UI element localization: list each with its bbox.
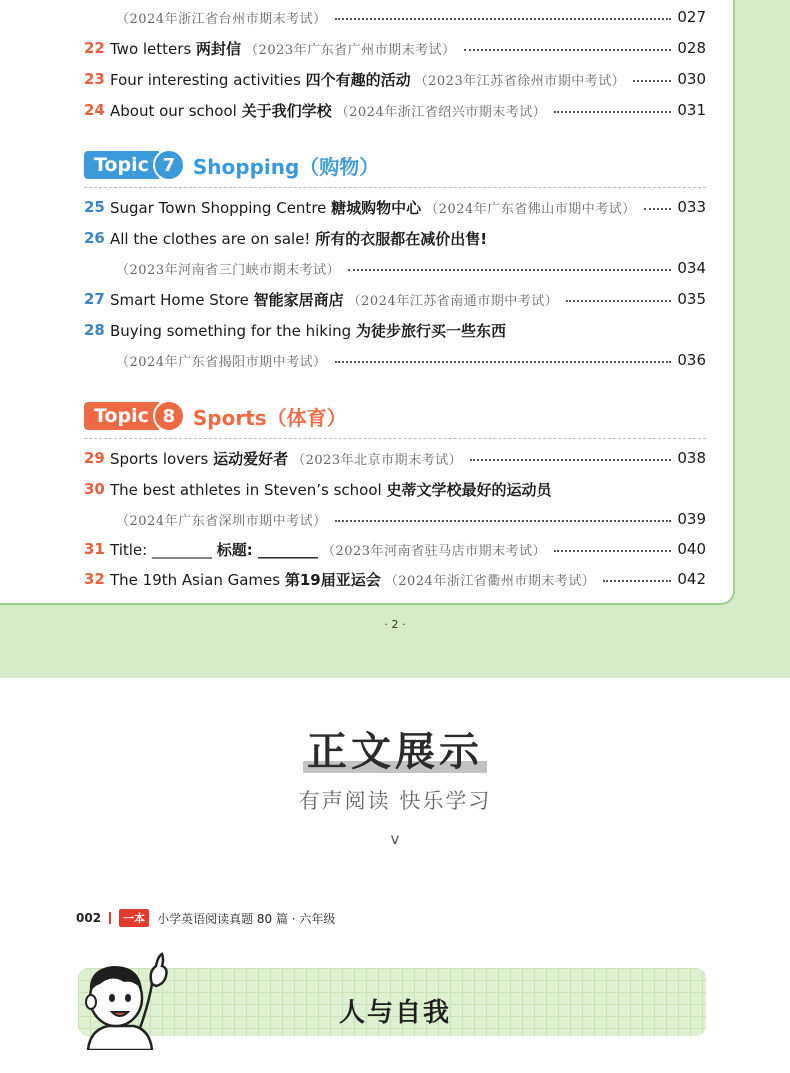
- toc-entry-continuation[interactable]: [112, 4, 706, 30]
- toc-entry-29[interactable]: [84, 445, 706, 471]
- toc-entry-23[interactable]: [84, 66, 706, 92]
- entry-number: 31: [84, 540, 105, 558]
- entry-page: 040: [677, 540, 706, 558]
- entry-page: 039: [677, 510, 706, 528]
- entry-number: 29: [84, 449, 105, 467]
- entry-title: Four interesting activities 四个有趣的活动: [110, 70, 411, 89]
- toc-entry-26[interactable]: [84, 225, 706, 251]
- section-title: 人与自我: [338, 998, 451, 1028]
- entry-title: Sugar Town Shopping Centre 糖城购物中心: [110, 198, 422, 217]
- publisher-logo: 一本: [119, 909, 149, 927]
- toc-entry-31[interactable]: [84, 536, 706, 562]
- topic-7-heading: [84, 148, 379, 182]
- toc-entry-28[interactable]: [84, 317, 706, 343]
- topic-label: Topic: [84, 402, 159, 430]
- entry-title: The best athletes in Steven’s school 史蒂文学校最好的运动员: [110, 480, 552, 499]
- page-number: · 2 ·: [384, 618, 406, 631]
- toc-entry-22[interactable]: [84, 35, 706, 61]
- leader-dots: [348, 269, 671, 271]
- leader-dots: [464, 49, 672, 51]
- showcase-title: 正文展示: [0, 720, 790, 777]
- topic-8-heading: [84, 399, 347, 433]
- entry-number: 23: [84, 70, 105, 88]
- entry-page: 027: [677, 8, 706, 26]
- entry-page: 030: [677, 70, 706, 88]
- topic-name: Shopping（购物）: [192, 154, 380, 179]
- entry-source: （2024年广东省揭阳市期中考试）: [116, 354, 327, 370]
- entry-source: （2023年北京市期末考试）: [292, 452, 463, 468]
- entry-source: （2024年浙江省绍兴市期末考试）: [335, 104, 547, 120]
- toc-entry-26-continuation[interactable]: [112, 255, 706, 281]
- showcase-subtitle: 有声阅读 快乐学习: [298, 789, 492, 813]
- toc-entry-27[interactable]: [84, 286, 706, 312]
- topic-divider: [84, 187, 706, 188]
- entry-source: （2023年河南省三门峡市期末考试）: [116, 262, 341, 278]
- entry-title: Two letters 两封信: [110, 39, 242, 58]
- entry-page: 036: [677, 351, 706, 369]
- entry-title: About our school 关于我们学校: [110, 101, 332, 120]
- entry-number: 27: [84, 290, 105, 308]
- entry-page: 038: [677, 449, 706, 467]
- entry-source: （2023年河南省驻马店市期末考试）: [321, 543, 547, 559]
- leader-dots: [335, 520, 672, 522]
- toc-entry-30-continuation[interactable]: [112, 506, 706, 532]
- entry-source: （2024年广东省佛山市期中考试）: [425, 201, 636, 217]
- entry-title: Title: ________ 标题: ________: [110, 540, 318, 559]
- leader-dots: [335, 18, 672, 20]
- leader-dots: [633, 80, 671, 82]
- entry-number: 24: [84, 101, 105, 119]
- topic-divider: [84, 438, 706, 439]
- entry-page: 033: [677, 198, 706, 216]
- entry-number: 32: [84, 570, 105, 588]
- toc-entry-30[interactable]: [84, 476, 706, 502]
- entry-page: 042: [677, 570, 706, 588]
- entry-source: （2024年江苏省南通市期中考试）: [347, 293, 559, 309]
- entry-page: 034: [677, 259, 706, 277]
- entry-page: 035: [677, 290, 706, 308]
- leader-dots: [603, 580, 671, 582]
- toc-entry-24[interactable]: [84, 97, 706, 123]
- entry-number: 25: [84, 198, 105, 216]
- leader-dots: [566, 300, 671, 302]
- entry-title: All the clothes are on sale! 所有的衣服都在减价出售!: [110, 229, 488, 248]
- entry-title: Buying something for the hiking 为徒步旅行买一些东西: [110, 321, 506, 340]
- book-page-header: [76, 908, 335, 928]
- entry-page: 028: [677, 39, 706, 57]
- cartoon-boy-icon: [78, 946, 174, 1050]
- book-page-number: 002: [76, 911, 102, 925]
- entry-source: （2023年广东省广州市期末考试）: [245, 42, 456, 58]
- leader-dots: [554, 111, 671, 113]
- leader-dots: [554, 550, 671, 552]
- entry-number: 22: [84, 39, 105, 57]
- entry-source: （2024年广东省深圳市期中考试）: [116, 513, 327, 529]
- header-divider: [109, 912, 111, 924]
- entry-title: Smart Home Store 智能家居商店: [110, 290, 344, 309]
- topic-label: Topic: [84, 151, 159, 179]
- topic-number: 7: [153, 149, 185, 181]
- entry-number: 28: [84, 321, 105, 339]
- toc-entry-28-continuation[interactable]: [112, 347, 706, 373]
- toc-entry-25[interactable]: [84, 194, 706, 220]
- chevron-down-icon: v: [390, 830, 400, 848]
- entry-number: 26: [84, 229, 105, 247]
- toc-entry-32[interactable]: [84, 566, 706, 592]
- leader-dots: [470, 459, 671, 461]
- entry-source: （2024年浙江省衢州市期末考试）: [384, 573, 596, 589]
- topic-name: Sports（体育）: [192, 405, 347, 430]
- entry-title: The 19th Asian Games 第19届亚运会: [110, 570, 381, 589]
- topic-number: 8: [153, 400, 185, 432]
- entry-source: （2023年江苏省徐州市期中考试）: [414, 73, 626, 89]
- entry-number: 30: [84, 480, 105, 498]
- entry-title: Sports lovers 运动爱好者: [110, 449, 289, 468]
- leader-dots: [335, 361, 672, 363]
- leader-dots: [644, 208, 672, 210]
- entry-source: （2024年浙江省台州市期末考试）: [116, 11, 327, 27]
- entry-page: 031: [677, 101, 706, 119]
- book-title: 小学英语阅读真题 80 篇 · 六年级: [157, 911, 336, 926]
